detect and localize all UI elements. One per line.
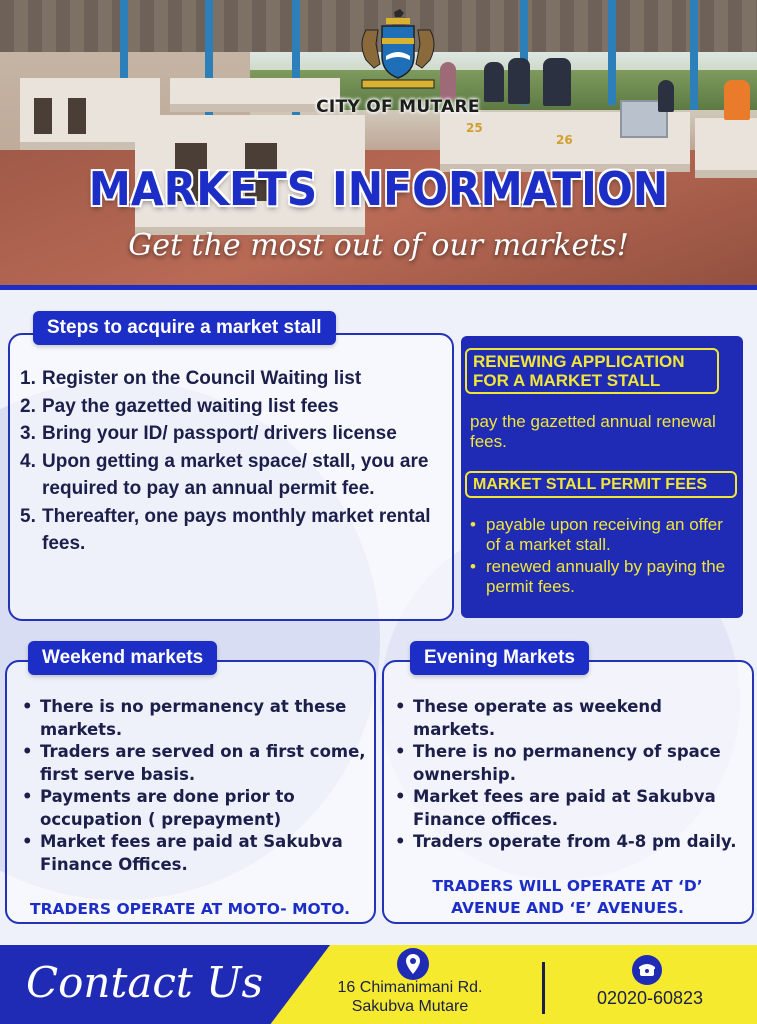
address-line: Sakubva Mutare: [351, 998, 469, 1015]
renewal-heading: RENEWING APPLICATION FOR A MARKET STALL: [465, 348, 719, 394]
evening-market-item: • There is no permanency of space ownership.: [391, 741, 747, 786]
person: [658, 80, 674, 112]
step-item: [20, 393, 450, 421]
page-title: MARKETS INFORMATION: [88, 162, 669, 216]
step-item: [20, 365, 450, 393]
roof-pillar: [608, 0, 616, 105]
city-name: CITY OF MUTARE: [316, 97, 480, 117]
evening-market-item: • Traders operate from 4-8 pm daily.: [391, 831, 747, 854]
address: [300, 978, 520, 1016]
weekend-markets-location: TRADERS OPERATE AT MOTO- MOTO.: [30, 900, 350, 918]
permit-fees-list: [466, 515, 728, 599]
steps-list: [20, 365, 450, 558]
step-item: [20, 448, 450, 503]
step-number: 5.: [20, 505, 36, 527]
evening-markets-heading: Evening Markets: [410, 641, 589, 675]
weekend-market-item: • Market fees are paid at Sakubva Finance Offices.: [18, 831, 370, 876]
permit-fee-item: • renewed annually by paying the permit fees.: [466, 557, 728, 597]
roof-pillar: [690, 0, 698, 110]
weekend-markets-list: [18, 696, 370, 876]
step-text: Pay the gazetted waiting list fees: [42, 395, 339, 417]
evening-markets-location: TRADERS WILL OPERATE AT ‘D’ AVENUE AND ‘E’ AVENUES.: [432, 877, 703, 917]
step-text: Upon getting a market space/ stall, you are required to pay an annual permit fee.: [42, 450, 429, 499]
weekend-market-item: • There is no permanency at these markets.: [18, 696, 370, 741]
step-text: Register on the Council Waiting list: [42, 368, 362, 389]
footer-divider: [542, 962, 545, 1014]
phone-icon: [632, 955, 662, 985]
stall-number: 26: [556, 133, 573, 147]
weekend-market-item: • Traders are served on a first come, first serve basis.: [18, 741, 370, 786]
person: [440, 62, 456, 100]
hero-banner: [0, 0, 757, 285]
person: [724, 80, 750, 120]
step-number: 2.: [20, 395, 36, 417]
permit-fee-item: • payable upon receiving an offer of a market stall.: [466, 515, 728, 555]
location-pin-icon: [397, 948, 429, 980]
step-item: [20, 503, 450, 558]
step-number: 4.: [20, 450, 36, 472]
person: [484, 62, 504, 102]
step-item: [20, 420, 450, 448]
steps-heading: Steps to acquire a market stall: [33, 311, 336, 345]
step-text: Bring your ID/ passport/ drivers license: [42, 423, 397, 444]
evening-markets-list: [391, 696, 747, 854]
step-number: 1.: [20, 368, 36, 389]
city-coat-of-arms-logo: [356, 8, 440, 96]
contact-label: Contact Us: [26, 958, 264, 1007]
phone-number[interactable]: 02020-60823: [596, 988, 704, 1008]
weekend-market-item: • Payments are done prior to occupation ( prepayment): [18, 786, 370, 831]
weekend-markets-heading: Weekend markets: [28, 641, 217, 675]
address-line: 16 Chimanimani Rd.: [337, 979, 483, 996]
evening-market-item: • Market fees are paid at Sakubva Finance offices.: [391, 786, 747, 831]
page-tagline: Get the most out of our markets!: [128, 228, 629, 263]
evening-market-item: • These operate as weekend markets.: [391, 696, 747, 741]
step-text: Thereafter, one pays monthly market rental fees.: [42, 505, 431, 554]
stall-number: 25: [466, 121, 483, 135]
renewal-text: pay the gazetted annual renewal fees.: [470, 412, 716, 451]
step-number: 3.: [20, 423, 36, 444]
header-divider: [0, 285, 757, 290]
permit-fees-heading: MARKET STALL PERMIT FEES: [465, 471, 737, 498]
